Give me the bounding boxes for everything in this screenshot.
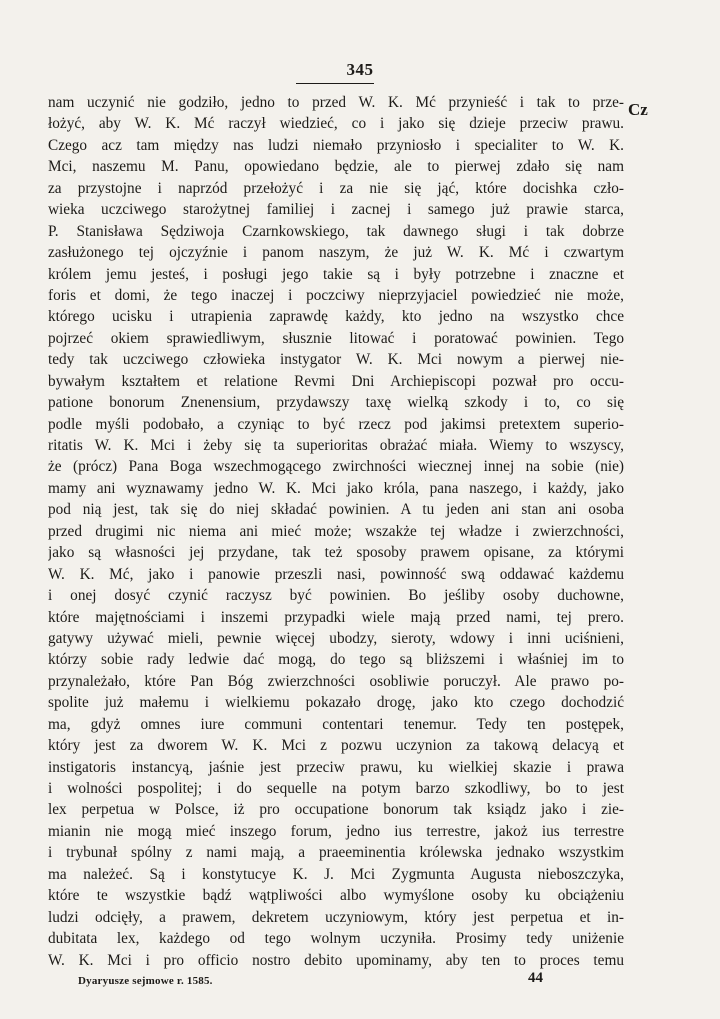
text-line: gatywy używać mieli, pewnie więcej ubodzy, sieroty, wdowy i inni uciśnieni, xyxy=(48,629,624,647)
text-line: wieka uczciwego starożytnej familiej i zacnej i samego już prawie starca, xyxy=(48,201,624,219)
text-line: za przystojne i naprzód przełożyć i za nie się jąć, które docishka czło- xyxy=(48,179,624,197)
text-line: pojrzeć okiem sprawiedliwym, słusznie litować i poratować powinien. Tego xyxy=(48,329,624,347)
footer-source: Dyaryusze sejmowe r. 1585. xyxy=(78,975,213,987)
text-line: że (prócz) Pana Boga wszechmogącego zwirchności wiecznej innej na sobie (nie) xyxy=(48,458,624,476)
text-line: mamy ani wyznawamy jedno W. K. Mci jako króla, pana naszego, i każdy, jako xyxy=(48,479,624,497)
text-line: Czego acz tam między nas ludzi niemało przyniosło i specialiter to W. K. xyxy=(48,136,624,154)
page-number-rule xyxy=(296,83,374,84)
text-line: ma należeć. Są i konstytucye K. J. Mci Zygmunta Augusta nieboszczyka, xyxy=(48,865,624,883)
text-line: W. K. Mć, jako i panowie przeszli nasi, powinność swą oddawać każdemu xyxy=(48,565,624,583)
text-line: które te wszystkie bądź wątpliwości albo wymyślone osoby ku obciążeniu xyxy=(48,887,624,905)
text-line: tedy tak uczciwego człowieka instygator W. K. Mci nowym a pierwej nie- xyxy=(48,351,624,369)
text-line: i onej dosyć czynić raczysz być powinien. Bo jeśliby osoby duchowne, xyxy=(48,587,624,605)
text-line: które majętnościami i inszemi przypadki wiele mają przed nami, tej prero. xyxy=(48,608,624,626)
margin-note: Cz xyxy=(628,100,648,119)
text-line: nam uczynić nie godziło, jedno to przed W. K. Mć przynieść i tak to prze- xyxy=(48,94,624,111)
text-line: królem jemu jesteś, i posługi jego takie są i były potrzebne i znaczne et xyxy=(48,265,624,283)
text-line: i trybunał spólny z nami mają, a praeeminentia królewska jednako wszystkim xyxy=(48,844,624,862)
text-line: P. Stanisława Sędziwoja Czarnkowskiego, tak dawnego sługi i tak dobrze xyxy=(48,222,624,240)
text-line: dubitata lex, każdego od tego wolnym uczyniła. Prosimy tedy uniżenie xyxy=(48,930,624,948)
text-line: podle myśli podobało, a czyniąc to być rzecz pod jakimsi pretextem superio- xyxy=(48,415,624,433)
text-line: łożyć, aby W. K. Mć raczył wiedzieć, co i jako się dzieje przeciw prawu. xyxy=(48,115,624,133)
footer-signature: 44 xyxy=(528,970,543,986)
text-line: ma, gdyż omnes iure communi contentari tenemur. Tedy ten postępek, xyxy=(48,715,624,733)
text-line: Mci, naszemu M. Panu, opowiedano będzie, ale to pierwej zdało się nam xyxy=(48,158,624,176)
text-line: mianin nie mogą mieć inszego forum, jedno ius terrestre, jakoż ius terrestre xyxy=(48,822,624,840)
text-line: patione bonorum Znenensium, przydawszy taxę wielką szkody i to, co się xyxy=(48,394,624,412)
text-line: W. K. Mci i pro officio nostro debito upominamy, aby ten to proces temu xyxy=(48,951,624,969)
text-line: bywałym kształtem et relatione Revmi Dni Archiepiscopi pozwał pro occu- xyxy=(48,372,624,390)
text-line: instigatoris instancyą, jaśnie jest przeciw prawu, ku wielkiej skazie i prawa xyxy=(48,758,624,776)
text-line: ritatis W. K. Mci i żeby się ta superioritas obrażać miała. Wiemy to wszyscy, xyxy=(48,437,624,454)
text-line: spolite już małemu i wielkiemu pokazało drogę, jako kto czego dochodzić xyxy=(48,694,624,712)
text-line: pod nią jest, tak się do niej składać powinien. A tu jeden ani stan ani osoba xyxy=(48,501,624,519)
text-line: foris et domi, że tego inaczej i poczciwy nieprzyjaciel powiedzieć nie może, xyxy=(48,286,624,304)
text-line: ludzi odcięły, a prawem, dekretem uczyniowym, który jest perpetua et in- xyxy=(48,908,624,926)
text-line: przed drugimi nic niema ani mieć może; wszakże tej władze i zwierzchności, xyxy=(48,522,624,540)
text-line: zasłużonego tej ojczyźnie i panom naszym, że już W. K. Mć i czwartym xyxy=(48,244,624,262)
text-line: którego ucisku i utrapienia zaprawdę każdy, kto jedno na wszystko chce xyxy=(48,308,624,326)
page-number: 345 xyxy=(346,60,374,79)
text-line: i wolności pospolitej; i do sequelle na potym barzo szkodliwy, bo to jest xyxy=(48,780,624,797)
text-line: lex perpetua w Polsce, iż pro occupatione bonorum tak ksiądz jako i zie- xyxy=(48,801,624,819)
text-line: który jest za dworem W. K. Mci z pozwu uczynion za takową delacyą et xyxy=(48,737,624,755)
body-text xyxy=(48,92,624,971)
text-line: jako są własności jej przydane, tak też sposoby prawem opisane, za którymi xyxy=(48,544,624,562)
text-line: przynależało, które Pan Bóg zwierzchności osobliwie poruczył. Ale prawo po- xyxy=(48,672,624,690)
text-line: którzy sobie rady ledwie dać mogą, do tego są bliższemi i właśniej im to xyxy=(48,651,624,669)
